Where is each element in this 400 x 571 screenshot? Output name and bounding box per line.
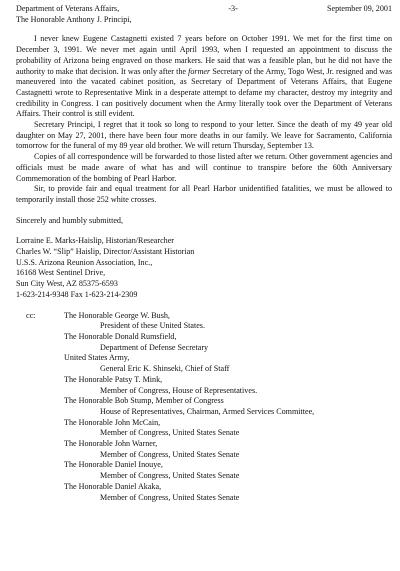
cc-recipient-name: The Honorable Daniel Inouye,	[64, 460, 163, 470]
cc-recipient-name: The Honorable Patsy T. Mink,	[64, 374, 163, 384]
signature-line-4: 16168 West Sentinel Drive,	[16, 268, 106, 278]
paragraph-1-part-1: I never knew Eugene Castagnetti existed 7 years before on October 1991. We met for the first time on December 3, 1991. We never met again until April 1993, when I requested an appointment to discuss the probability of Arizona being engraved on those markers. He said that was a feasible plan, but he did not have the authority to make that decision. It was only after the	[16, 34, 392, 76]
signature-line-3: U.S.S. Arizona Reunion Association, Inc.,	[16, 257, 153, 267]
signature-line-5: Sun City West, AZ 85375-6593	[16, 279, 118, 289]
signature-line-1: Lorraine E. Marks-Haislip, Historian/Researcher	[16, 236, 174, 246]
cc-label: cc:	[26, 310, 36, 320]
cc-recipient-title: Member of Congress, United States Senate	[100, 449, 240, 459]
cc-recipient-name: The Honorable John McCain,	[64, 417, 161, 427]
cc-list	[16, 311, 392, 504]
cc-recipient-name: The Honorable John Warner,	[64, 439, 158, 449]
cc-recipient-name: The Honorable Donald Rumsfield,	[64, 331, 177, 341]
paragraph-2: Secretary Principi, I regret that it took so long to respond to your letter. Since the death of my 49 year old daughter on May 27, 2001, there have been four more deaths in our family. We leave for Sacramento, California tomorrow for the funeral of my 89 year old brother. We will return Thursday, September 13.	[16, 120, 392, 151]
cc-recipient-name: United States Army,	[64, 353, 130, 363]
recipient-name: The Honorable Anthony J. Principi,	[16, 14, 132, 24]
signature-block	[16, 236, 392, 300]
cc-recipient-name: The Honorable Daniel Akaka,	[64, 481, 162, 491]
cc-recipient-title: Member of Congress, United States Senate	[100, 492, 240, 502]
cc-recipient-title: Department of Defense Secretary	[100, 342, 209, 352]
recipient-org: Department of Veterans Affairs,	[16, 4, 120, 13]
signature-line-2: Charles W. “Slip” Haislip, Director/Assistant Historian	[16, 247, 195, 257]
cc-recipient-name: The Honorable George W. Bush,	[64, 310, 170, 320]
cc-recipient-title: House of Representatives, Chairman, Armed Services Committee,	[100, 406, 315, 416]
cc-recipient-title: Member of Congress, House of Representatives.	[100, 385, 258, 395]
letter-header	[16, 4, 392, 15]
paragraph-1-emphasis: former	[188, 66, 211, 76]
paragraph-1	[16, 34, 392, 120]
signature-line-6: 1-623-214-9348 Fax 1-623-214-2309	[16, 289, 138, 299]
paragraph-1-part-2: Secretary of the Army, Togo West, Jr. resigned and was maneuvered into the vacated cabinet position, as Secretary of Department of Veterans Affairs, that Eugene Castagnetti wrote to Representative Mink in a desperate attempt to defame my character, destroy my integrity and credibility in Congress. I can positively document when the Army literally took over the Department of Veterans Affairs. Their control is still evident.	[16, 66, 392, 119]
paragraph-4: Sir, to provide fair and equal treatment for all Pearl Harbor unidentified fatalities, we must be allowed to temporarily install those 252 white crosses.	[16, 184, 392, 204]
cc-recipient-title: President of these United States.	[100, 321, 205, 331]
cc-recipient-title: Member of Congress, United States Senate	[100, 471, 240, 481]
spacer	[16, 206, 392, 216]
paragraph-3: Copies of all correspondence will be forwarded to those listed after we return. Other government agencies and officials must be made aware of what has and will continue to transpire before the 60th Anniversary Commemoration of the bombing of Pearl Harbor.	[16, 152, 392, 183]
cc-recipient-title: Member of Congress, United States Senate	[100, 428, 240, 438]
spacer	[16, 226, 392, 236]
cc-recipient-name: The Honorable Bob Stump, Member of Congress	[64, 396, 224, 406]
letter-date: September 09, 2001	[327, 4, 392, 13]
page-number: -3-	[228, 4, 238, 13]
closing-line: Sincerely and humbly submitted,	[16, 215, 124, 225]
cc-recipient-title: General Eric K. Shinseki, Chief of Staff	[100, 364, 230, 374]
